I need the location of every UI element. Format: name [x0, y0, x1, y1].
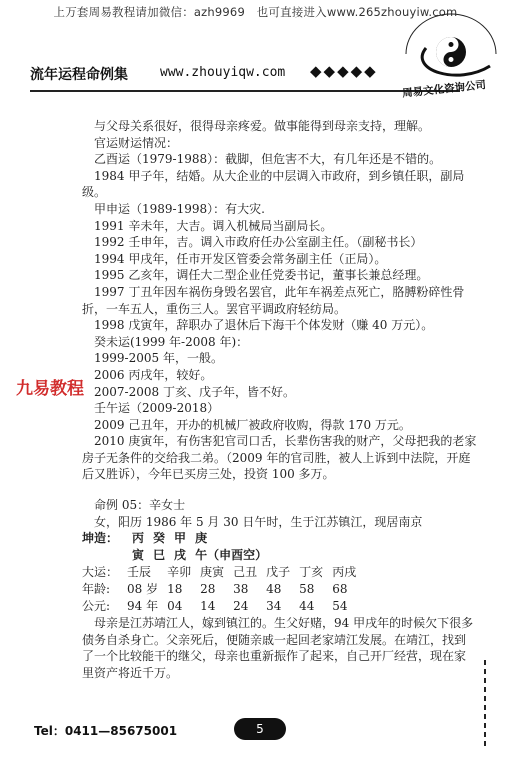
year-cell: 44	[299, 599, 315, 614]
paragraph: 2007-2008 丁亥、戊子年，皆不好。	[94, 384, 295, 399]
stems-row	[82, 530, 276, 547]
age-cell: 38	[233, 582, 249, 597]
paragraph: 乙酉运（1979-1988）：截脚，但危害不大，有几年还是不错的。	[94, 152, 442, 167]
paragraph: 1991 辛未年，大吉。调入机械局当副局长。	[94, 218, 333, 233]
dayun-table	[82, 564, 365, 615]
age-label: 年龄:	[82, 582, 111, 597]
stem: 癸	[153, 531, 166, 546]
year-cell: 34	[266, 599, 282, 614]
year-cell: 14	[200, 599, 216, 614]
dayun-cell: 戊子	[266, 565, 291, 580]
case-story: 母亲是江苏靖江人，嫁到镇江的。生父好赌，94 甲戌年的时候欠下很多债务自杀身亡。父亲死后，便随亲戚一起回老家靖江发展。在靖江，找到了一个比较能干的继父，母亲也重新振作了起来，自己开厂经营，现在家里资产将近千万。	[82, 616, 474, 681]
dayun-cell: 庚寅	[200, 565, 225, 580]
case-intro: 女，阳历 1986 年 5 月 30 日午时，生于江苏镇江，现居南京	[94, 514, 423, 529]
dayun-cell: 己丑	[233, 565, 258, 580]
age-cell: 48	[266, 582, 282, 597]
dayun-label: 大运：	[82, 565, 119, 580]
year-cell: 54	[332, 599, 348, 614]
paragraph: 2010 庚寅年，有伤害犯官司口舌，长辈伤害我的财产，父母把我的老家房子无条件的交给我二弟。（2009 年的官司胜，被人上诉到中法院，开庭后又胜诉），今年已买房三处，投资 100 多万。	[82, 434, 477, 482]
top-banner: 上万套周易教程请加微信：azh9969 也可直接进入www.265zhouyiw.com	[53, 5, 458, 19]
chart-label: 坤造：	[82, 531, 119, 546]
year-row	[82, 598, 365, 615]
age-cell: 68	[332, 582, 348, 597]
dayun-cell: 丙戌	[332, 565, 357, 580]
case-title: 命例 05：辛女士	[94, 498, 186, 513]
paragraph: 1994 甲戌年，任市开发区管委会常务副主任（正局）。	[94, 251, 387, 266]
dayun-row	[82, 564, 365, 581]
branch: 午（申酉空）	[195, 548, 268, 563]
paragraph: 2006 丙戌年，较好。	[94, 367, 213, 382]
dayun-cell: 壬辰	[127, 565, 152, 580]
paragraph: 1984 甲子年，结婚。从大企业的中层调入市政府，到乡镇任职，副局级。	[82, 168, 465, 200]
paragraph: 1999-2005 年，一般。	[94, 351, 223, 366]
stem: 丙	[132, 531, 145, 546]
age-cell: 18	[167, 582, 183, 597]
page-body	[82, 118, 477, 682]
paragraph: 官运财运情况：	[94, 135, 179, 150]
age-cell: 28	[200, 582, 216, 597]
dayun-cell: 丁亥	[299, 565, 324, 580]
branches-row	[82, 547, 276, 564]
page-header	[30, 62, 450, 88]
footer-tel: Tel：0411—85675001	[34, 724, 178, 738]
age-cell: 08 岁	[127, 582, 159, 597]
page-number: 5	[234, 718, 286, 740]
paragraph: 壬午运（2009-2018）	[94, 401, 220, 416]
paragraph: 与父母关系很好，很得母亲疼爱。做事能得到母亲支持，理解。	[94, 119, 431, 133]
branch: 寅	[132, 548, 145, 563]
brand-title: 流年运程命例集	[30, 67, 128, 83]
year-cell: 24	[233, 599, 249, 614]
company-logo	[398, 8, 504, 102]
branch: 戌	[174, 548, 187, 563]
paragraph: 甲申运（1989-1998）：有大灾.	[94, 201, 265, 216]
age-cell: 58	[299, 582, 315, 597]
diamond-ornament: ◆◆◆◆◆	[310, 62, 378, 80]
stem: 甲	[174, 531, 187, 546]
paragraph: 1997 丁丑年因车祸伤身毁名罢官，此年车祸差点死亡，胳膊粉碎性骨折，一车五人，重伤三人。罢官平调政府轻纺局。	[82, 284, 465, 316]
watermark: 九易教程	[16, 379, 84, 399]
site-url: www.zhouyiqw.com	[160, 65, 286, 80]
header-rule	[30, 90, 460, 92]
paragraph: 1992 壬申年，吉。调入市政府任办公室副主任。（副秘书长）	[94, 235, 423, 250]
branch: 巳	[153, 548, 166, 563]
stem: 庚	[195, 531, 208, 546]
logo-company-text: 周易文化咨询公司	[401, 79, 487, 100]
dashed-margin-line	[484, 660, 486, 750]
year-label: 公元:	[82, 599, 111, 614]
paragraph: 癸未运(1999 年-2008 年)：	[94, 334, 249, 349]
year-cell: 94 年	[127, 599, 159, 614]
paragraph: 1995 乙亥年，调任大二型企业任党委书记，董事长兼总经理。	[94, 268, 429, 283]
paragraph: 1998 戊寅年，辞职办了退休后下海干个体发财（赚 40 万元）。	[94, 318, 434, 333]
year-cell: 04	[167, 599, 183, 614]
bazi-chart	[82, 530, 276, 564]
age-row	[82, 581, 365, 598]
dayun-cell: 辛卯	[167, 565, 192, 580]
paragraph: 2009 己丑年，开办的机械厂被政府收购，得款 170 万元。	[94, 417, 411, 432]
